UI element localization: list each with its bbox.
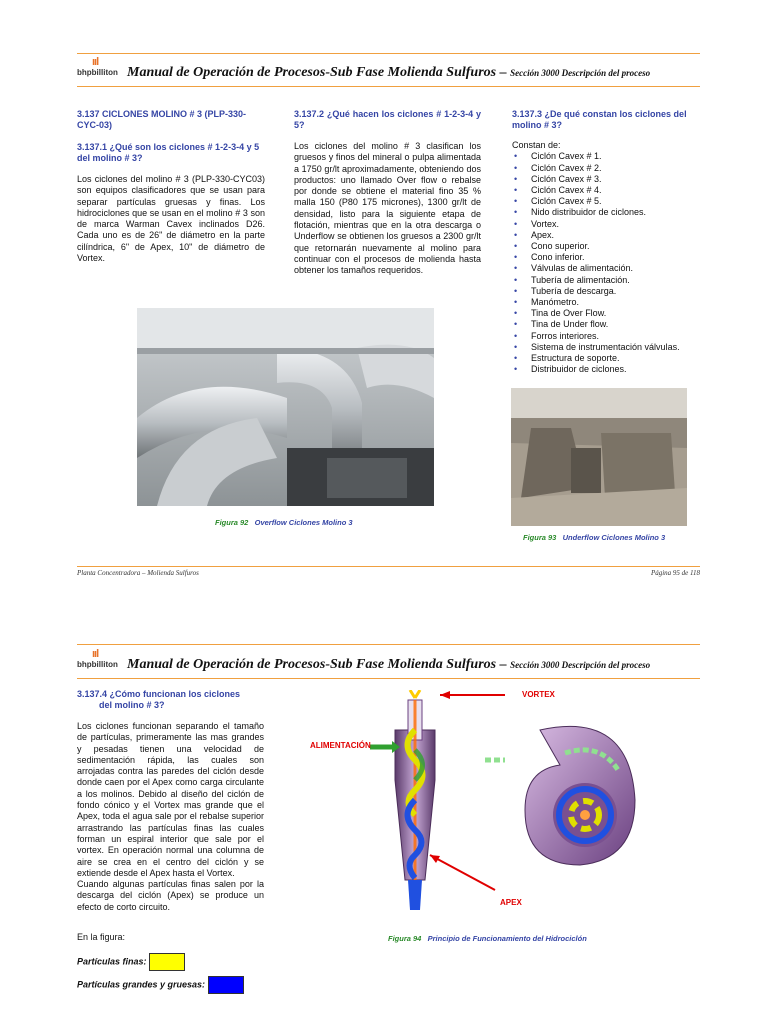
vortex-label: VORTEX (522, 690, 555, 699)
paragraph: Cuando algunas partículas finas salen por la descarga del ciclón (Apex) se produce un efecto de corto circuito. (77, 879, 264, 912)
figure-title: Underflow Ciclones Molino 3 (562, 533, 666, 542)
list-item: • Ciclón Cavex # 3. (512, 174, 702, 185)
header-title-text: Manual de Operación de Procesos-Sub Fase Molienda Sulfuros – (127, 657, 511, 672)
section-3-137-4 (77, 689, 264, 994)
components-list (512, 151, 702, 375)
logo-name: bhpbilliton (77, 660, 118, 669)
logo-mark: ııl (92, 648, 99, 660)
logo-mark: ııl (92, 56, 99, 68)
logo-name: bhpbilliton (77, 68, 118, 77)
header-section: Sección 3000 Descripción del proceso (510, 68, 651, 78)
list-item: • Ciclón Cavex # 2. (512, 163, 702, 174)
overflow-cyclones-photo (137, 308, 434, 506)
list-item: • Vortex. (512, 219, 702, 230)
figure-94-caption (388, 934, 587, 943)
legend-coarse (77, 976, 264, 994)
figure-title: Overflow Ciclones Molino 3 (254, 518, 353, 527)
page-number: Página 95 de 118 (650, 569, 700, 577)
section-heading: 3.137 CICLONES MOLINO # 3 (PLP-330-CYC-03) (77, 109, 247, 130)
figure-number: Figura 93 (523, 533, 557, 542)
header-bottom-rule (77, 678, 700, 679)
list-item: • Manómetro. (512, 297, 702, 308)
list-item: • Apex. (512, 230, 702, 241)
subsection-heading: 3.137.4 ¿Cómo funcionan los ciclones (77, 689, 241, 699)
header-top-rule (77, 53, 700, 54)
underflow-cyclones-photo (511, 388, 687, 526)
subsection-heading-cont: del molino # 3? (99, 700, 165, 710)
header-top-rule (77, 644, 700, 645)
page-footer (77, 566, 700, 579)
legend-fines (77, 953, 264, 971)
section-3-137-2 (294, 109, 481, 277)
list-intro: Constan de: (512, 140, 561, 150)
legend-coarse-swatch (208, 976, 244, 994)
legend-coarse-label: Partículas grandes y gruesas: (77, 979, 206, 990)
list-item: • Cono superior. (512, 241, 702, 252)
paragraph: Los ciclones funcionan separando el tamaño de partículas, primeramente las mas grandes y pesadas tienen una velocidad de sedimentación rápida, las cuales son arrojadas contra las paredes del ciclón desde donde caen por el Apex como carga circulante a los molinos. Debido al diseño del ciclón de fondo cónico y el Vortex mas grande que el Apex, toda el agua sale por el rebalse superior arrastrando las partículas finas las cuales forman un espiral interior que sale por el vortex. En operación normal una columna de aire se crea en el centro del ciclón y se extiende desde el Apex hasta el Vortex. (77, 721, 264, 878)
list-item: • Distribuidor de ciclones. (512, 364, 702, 375)
list-item: • Ciclón Cavex # 1. (512, 151, 702, 162)
header-section: Sección 3000 Descripción del proceso (510, 660, 651, 670)
bhp-logo (77, 648, 118, 674)
list-item: • Ciclón Cavex # 4. (512, 185, 702, 196)
list-item: • Tubería de alimentación. (512, 275, 702, 286)
feed-label: ALIMENTACIÓN (310, 741, 371, 750)
figure-number: Figura 94 (388, 934, 422, 943)
figure-number: Figura 92 (215, 518, 249, 527)
bhp-logo (77, 56, 118, 82)
legend-fines-label: Partículas finas: (77, 956, 147, 967)
list-item: • Estructura de soporte. (512, 353, 702, 364)
footer-left: Planta Concentradora – Molienda Sulfuros (77, 569, 199, 577)
list-item: • Válvulas de alimentación. (512, 263, 702, 274)
header-bottom-rule (77, 86, 700, 87)
legend-fines-swatch (149, 953, 185, 971)
subsection-heading: 3.137.3 ¿De qué constan los ciclones del molino # 3? (512, 109, 687, 130)
list-item: • Ciclón Cavex # 5. (512, 196, 702, 207)
list-item: • Tina de Over Flow. (512, 308, 702, 319)
header-title (127, 657, 650, 673)
list-item: • Forros interiores. (512, 331, 702, 342)
figure-92-caption (215, 518, 353, 527)
figure-title: Principio de Funcionamiento del Hidrociclón (427, 934, 587, 943)
list-item: • Cono inferior. (512, 252, 702, 263)
paragraph: Los ciclones del molino # 3 (PLP-330-CYC03) son equipos clasificadores que se usan para separar partículas gruesas y finas. Los hidrociclones que se usan en el molino # 3 son de marca Warman Cavex inclinados D26. Cada uno es de 26" de diámetro en la parte cilíndrica, 6" de Apex, 10" de diámetro de Vortex. (77, 174, 265, 264)
hydrocyclone-diagram (300, 690, 700, 930)
subsection-heading: 3.137.2 ¿Qué hacen los ciclones # 1-2-3-4 y 5? (294, 109, 481, 130)
apex-label: APEX (500, 898, 522, 907)
paragraph: Los ciclones del molino # 3 clasifican los gruesos y finos del mineral o pulpa alimentada a 1750 gr/lt aproximadamente, obteniendo dos productos: uno llamado Over flow o rebalse por donde se obtiene el material fino 35 % malla 150 (P80 175 micrones), 1300 gr/lt de densidad, listo para la siguiente etapa de flotación, mientras que en la otra descarga o Underflow se obtienen los gruesos a 2300 gr/lt que retornarán nuevamente al molino para continuar con el procesos de molienda hasta obtener los tamaños requeridos. (294, 141, 481, 276)
list-item: • Sistema de instrumentación válvulas. (512, 342, 702, 353)
list-item: • Tubería de descarga. (512, 286, 702, 297)
header-title (127, 65, 650, 81)
section-3-137-3 (512, 109, 702, 375)
list-item: • Nido distribuidor de ciclones. (512, 207, 702, 218)
page-96 (0, 590, 768, 1024)
header-title-text: Manual de Operación de Procesos-Sub Fase Molienda Sulfuros – (127, 65, 511, 80)
list-item: • Tina de Under flow. (512, 319, 702, 330)
figure-93-caption (523, 533, 665, 542)
section-3-137-1 (77, 109, 265, 264)
subsection-heading: 3.137.1 ¿Qué son los ciclones # 1-2-3-4 y 5 del molino # 3? (77, 142, 260, 163)
legend-intro: En la figura: (77, 932, 126, 943)
